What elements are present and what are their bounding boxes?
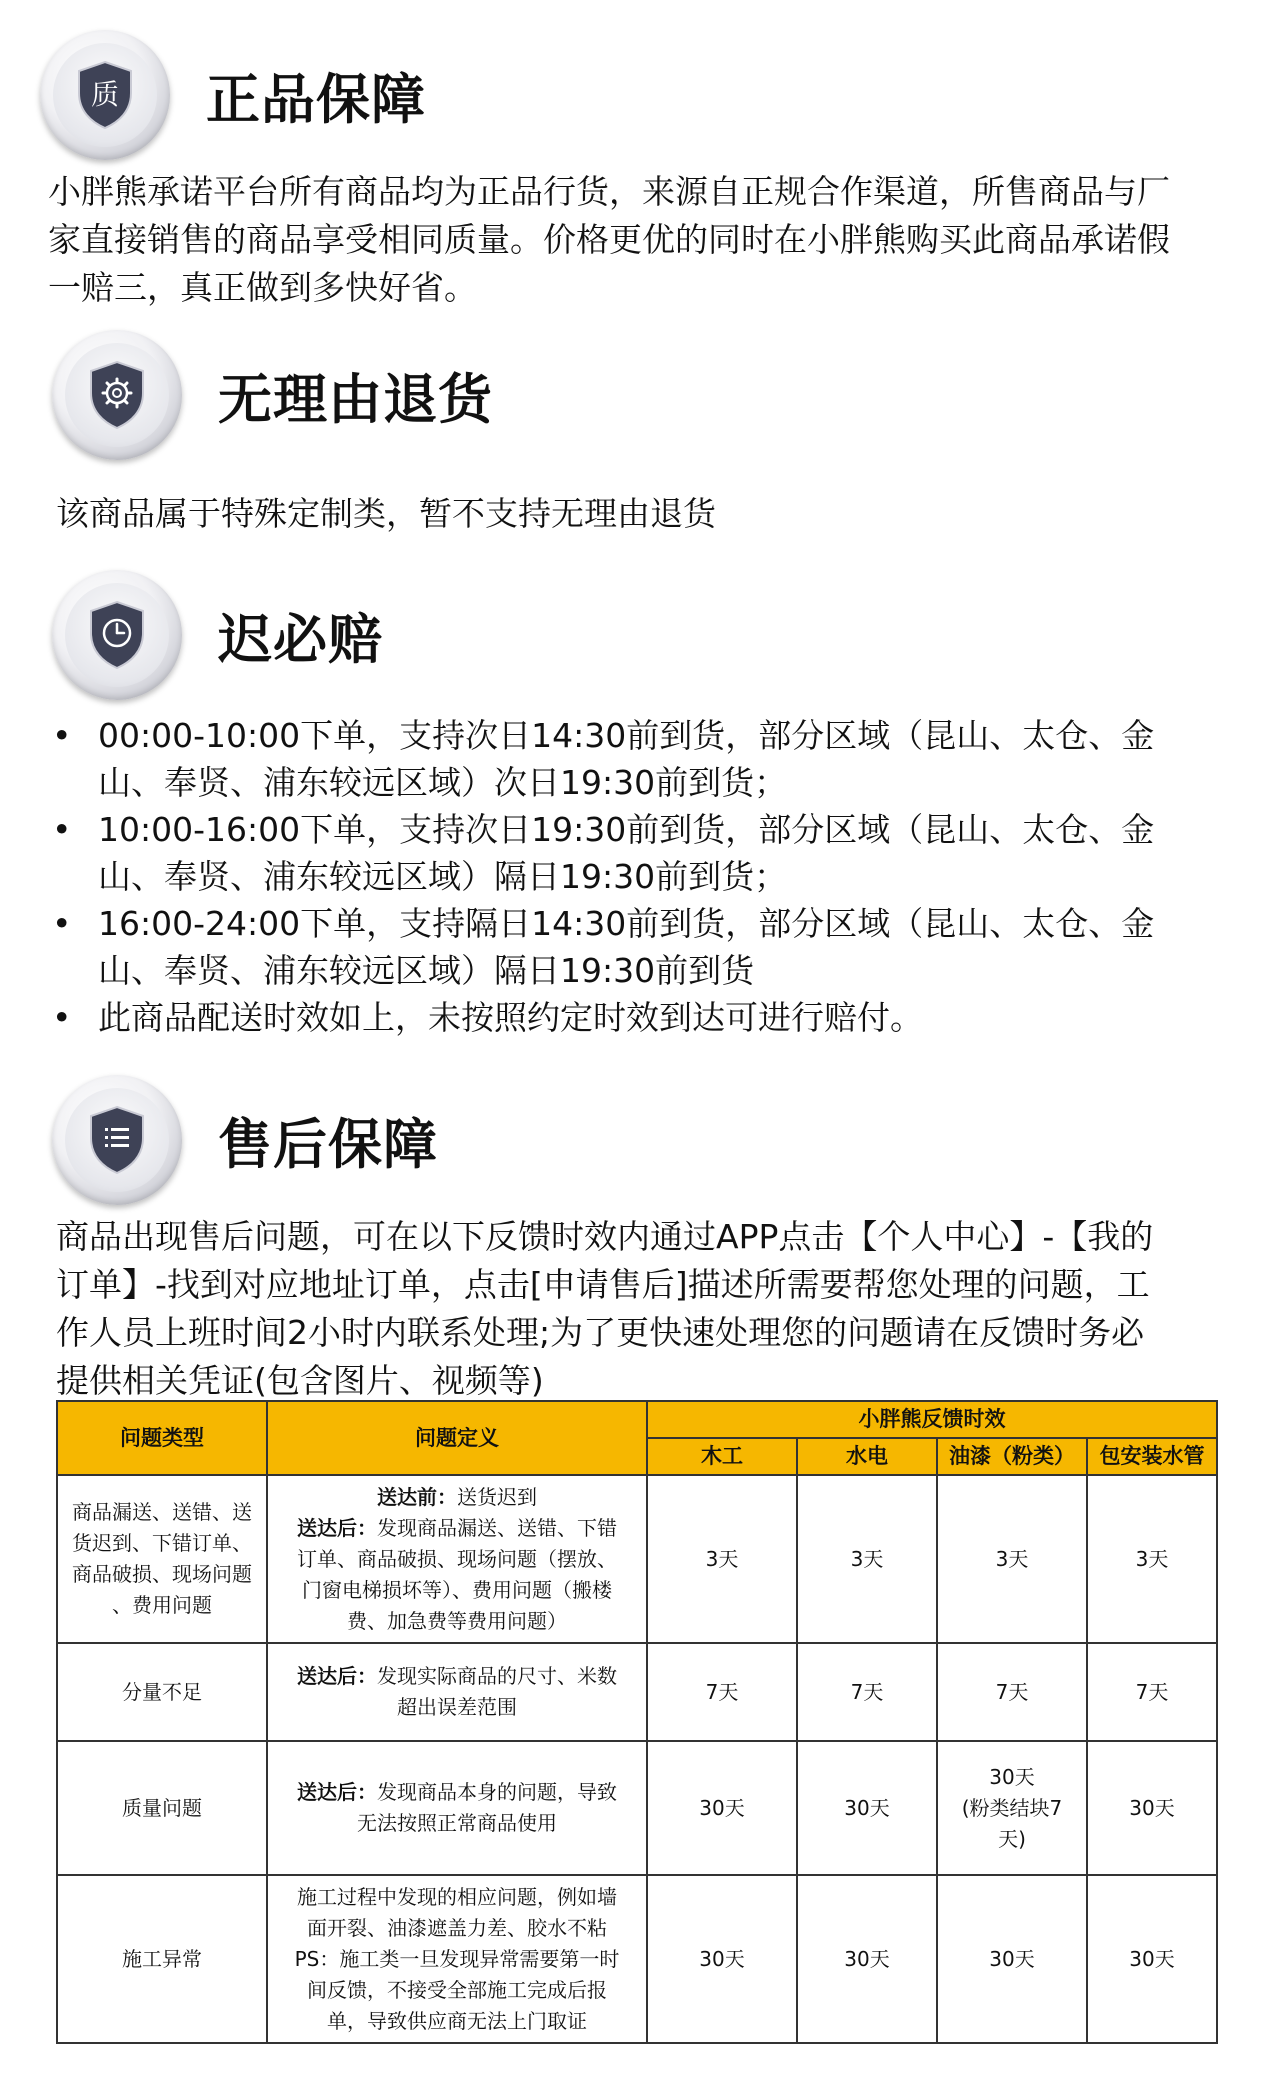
problem-definition-cell	[267, 1643, 647, 1741]
bullet-line: 山、奉贤、浦东较远区域）隔日19:30前到货；	[98, 857, 788, 896]
cell-line: 施工过程中发现的相应问题，例如墙	[297, 1884, 617, 1909]
genuine-text-line: 小胖熊承诺平台所有商品均为正品行货，来源自正规合作渠道，所售商品与厂	[48, 172, 1170, 211]
header-col-plumbing-electric: 水电	[797, 1438, 937, 1475]
cell-line: 30天	[989, 1764, 1035, 1789]
shield-clock-icon	[85, 599, 149, 671]
cell-line: 7天	[850, 1679, 884, 1704]
aftersale-badge-icon	[52, 1075, 182, 1205]
bullet-dot: •	[52, 716, 72, 755]
problem-definition-cell	[267, 1875, 647, 2043]
definition-label: 送达后：	[297, 1780, 377, 1804]
timeline-value-cell	[647, 1475, 797, 1643]
cell-line: 30天	[1129, 1946, 1175, 1971]
shield-icon	[73, 59, 137, 131]
definition-label: 送达后：	[297, 1515, 377, 1540]
table-row	[57, 1643, 1217, 1741]
cell-line: 质量问题	[122, 1795, 202, 1820]
aftersale-text-line: 订单】-找到对应地址订单，点击[申请售后]描述所需要帮您处理的问题，工	[56, 1265, 1150, 1304]
timeline-value-cell	[937, 1475, 1087, 1643]
genuine-description	[48, 168, 1228, 312]
cell-line: 无法按照正常商品使用	[357, 1811, 557, 1835]
timeline-value-cell	[937, 1643, 1087, 1741]
genuine-section-header	[40, 30, 426, 160]
return-description: 该商品属于特殊定制类，暂不支持无理由退货	[56, 494, 716, 533]
cell-line: 30天	[844, 1795, 890, 1820]
cell-line: 单，导致供应商无法上门取证	[327, 2008, 587, 2033]
problem-definition-cell	[267, 1475, 647, 1643]
cell-line: 3天	[995, 1546, 1029, 1571]
cell-line: 7天	[995, 1679, 1029, 1704]
shield-gear-icon	[85, 359, 149, 431]
cell-line: 30天	[699, 1946, 745, 1971]
problem-type-cell	[57, 1643, 267, 1741]
genuine-text-line: 家直接销售的商品享受相同质量。价格更优的同时在小胖熊购买此商品承诺假	[48, 220, 1170, 259]
cell-line: 施工异常	[122, 1946, 202, 1971]
header-col-carpentry: 木工	[647, 1438, 797, 1475]
timeline-value-cell	[1087, 1475, 1217, 1643]
cell-line: 30天	[844, 1946, 890, 1971]
cell-line: 送达后：发现商品本身的问题，导致	[297, 1780, 617, 1804]
svg-text:质: 质	[90, 78, 120, 111]
cell-line: 送达后：发现实际商品的尺寸、米数	[297, 1664, 617, 1688]
cell-line: 门窗电梯损坏等）、费用问题（搬楼	[302, 1577, 612, 1602]
cell-line: 30天	[699, 1795, 745, 1820]
cell-line: 订单、商品破损、现场问题（摆放、	[297, 1546, 617, 1571]
cell-line: 超出误差范围	[397, 1695, 517, 1719]
return-badge-icon	[52, 330, 182, 460]
problem-type-cell	[57, 1741, 267, 1875]
timeline-value-cell	[797, 1643, 937, 1741]
delivery-bullet-item	[48, 900, 1228, 994]
timeline-value-cell	[1087, 1741, 1217, 1875]
aftersale-description	[56, 1213, 1236, 1405]
timeline-value-cell	[1087, 1643, 1217, 1741]
shield-list-icon	[85, 1104, 149, 1176]
cell-line: 分量不足	[122, 1679, 202, 1704]
cell-line: 7天	[1135, 1679, 1169, 1704]
timeline-value-cell	[797, 1741, 937, 1875]
late-section-header	[52, 570, 383, 700]
aftersale-text-line: 作人员上班时间2小时内联系处理;为了更快速处理您的问题请在反馈时务必	[56, 1313, 1145, 1352]
cell-line: 送达前：送货迟到	[377, 1484, 537, 1509]
bullet-line: 10:00-16:00下单，支持次日19:30前到货，部分区域（昆山、太仓、金	[98, 810, 1155, 849]
cell-line: 7天	[705, 1679, 739, 1704]
cell-line: (粉类结块7	[961, 1795, 1063, 1820]
table-row	[57, 1475, 1217, 1643]
aftersale-text-line: 商品出现售后问题，可在以下反馈时效内通过APP点击【个人中心】-【我的	[56, 1217, 1154, 1256]
cell-line: 、费用问题	[112, 1593, 212, 1617]
definition-label: 送达后：	[297, 1664, 377, 1688]
section-title: 迟必赔	[218, 607, 383, 671]
timeline-value-cell	[1087, 1875, 1217, 2043]
timeline-value-cell	[797, 1475, 937, 1643]
delivery-bullet-item	[48, 712, 1228, 806]
cell-line: 3天	[705, 1546, 739, 1571]
cell-line: PS：施工类一旦发现异常需要第一时	[294, 1946, 620, 1971]
cell-line: 送达后：发现商品漏送、送错、下错	[297, 1515, 617, 1540]
cell-line: 货迟到、下错订单、	[72, 1531, 252, 1555]
cell-line: 3天	[850, 1546, 884, 1571]
header-col-pipe-install: 包安装水管	[1087, 1438, 1217, 1475]
header-feedback-timeline: 小胖熊反馈时效	[647, 1401, 1217, 1438]
bullet-line: 此商品配送时效如上，未按照约定时效到达可进行赔付。	[98, 998, 923, 1037]
cell-line: 费、加急费等费用问题）	[347, 1608, 567, 1633]
header-col-paint: 油漆（粉类）	[937, 1438, 1087, 1475]
cell-line: 天)	[998, 1826, 1026, 1851]
delivery-bullet-item	[48, 806, 1228, 900]
cell-line: 3天	[1135, 1546, 1169, 1571]
bullet-line: 山、奉贤、浦东较远区域）次日19:30前到货；	[98, 763, 788, 802]
definition-label: 送达前：	[377, 1484, 457, 1509]
return-section-header	[52, 330, 493, 460]
section-title: 售后保障	[218, 1112, 438, 1176]
bullet-line: 山、奉贤、浦东较远区域）隔日19:30前到货	[98, 951, 755, 990]
bullet-dot: •	[52, 904, 72, 943]
aftersale-section-header	[52, 1075, 438, 1205]
section-title: 正品保障	[206, 67, 426, 131]
genuine-text-line: 一赔三，真正做到多快好省。	[48, 268, 477, 307]
timeline-value-cell	[797, 1875, 937, 2043]
timeline-value-cell	[647, 1741, 797, 1875]
header-problem-type: 问题类型	[57, 1401, 267, 1475]
bullet-line: 00:00-10:00下单，支持次日14:30前到货，部分区域（昆山、太仓、金	[98, 716, 1155, 755]
problem-type-cell	[57, 1475, 267, 1643]
bullet-dot: •	[52, 998, 72, 1037]
delivery-bullet-list	[48, 712, 1228, 1041]
section-title: 无理由退货	[218, 367, 493, 431]
cell-line: 间反馈，不接受全部施工完成后报	[307, 1977, 607, 2002]
cell-line: 30天	[989, 1946, 1035, 1971]
bullet-line: 16:00-24:00下单，支持隔日14:30前到货，部分区域（昆山、太仓、金	[98, 904, 1155, 943]
delivery-bullet-item	[48, 994, 1228, 1041]
cell-line: 面开裂、油漆遮盖力差、胶水不粘	[307, 1915, 607, 1940]
problem-type-cell	[57, 1875, 267, 2043]
bullet-dot: •	[52, 810, 72, 849]
cell-line: 商品破损、现场问题	[72, 1562, 252, 1586]
aftersale-timeline-table	[56, 1400, 1218, 2044]
timeline-value-cell	[647, 1875, 797, 2043]
timeline-value-cell	[937, 1741, 1087, 1875]
cell-line: 商品漏送、送错、送	[72, 1500, 252, 1524]
problem-definition-cell	[267, 1741, 647, 1875]
timeline-value-cell	[937, 1875, 1087, 2043]
aftersale-text-line: 提供相关凭证(包含图片、视频等)	[56, 1361, 544, 1400]
header-problem-definition: 问题定义	[267, 1401, 647, 1475]
timeline-value-cell	[647, 1643, 797, 1741]
table-row	[57, 1741, 1217, 1875]
cell-line: 30天	[1129, 1795, 1175, 1820]
quality-badge-icon	[40, 30, 170, 160]
table-row	[57, 1875, 1217, 2043]
late-badge-icon	[52, 570, 182, 700]
